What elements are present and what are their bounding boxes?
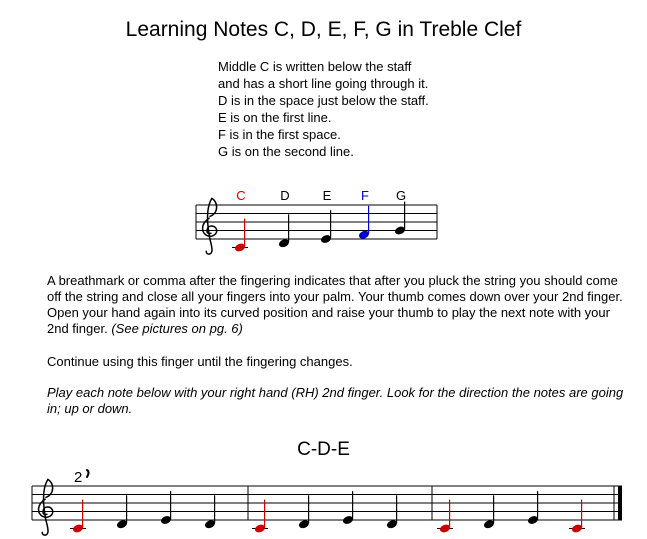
picture-reference: (See pictures on pg. 6) <box>111 321 243 336</box>
final-barline-thick <box>618 486 622 520</box>
note-label: G <box>395 188 407 203</box>
fingering-number: 2 <box>74 469 83 486</box>
note-label: C <box>236 188 246 203</box>
note-label: F <box>361 188 369 203</box>
exercise-title: C-D-E <box>297 439 350 460</box>
intro-line: D is in the space just below the staff. <box>218 93 429 108</box>
intro-line: Middle C is written below the staff <box>218 59 412 74</box>
note-label: D <box>280 188 290 203</box>
breathmark-text: A breathmark or comma after the fingering indicates that after you pluck the string you should come off the string and close all your fingers into your palm. Your thumb comes down over your 2nd finger. Open your hand again into its curved position and raise your thumb to play the next note with your 2nd finger. <box>47 273 623 336</box>
intro-line: E is on the first line. <box>218 110 332 125</box>
page-title: Learning Notes C, D, E, F, G in Treble Clef <box>125 18 522 41</box>
treble-clef-icon <box>39 479 53 535</box>
intro-line: F is in the first space. <box>218 127 341 142</box>
instruction-paragraph: Play each note below with your right hand (RH) 2nd finger. Look for the direction the notes are going in; up or down. <box>47 385 624 416</box>
breath-mark-icon <box>87 470 89 477</box>
finger-paragraph: Continue using this finger until the fingering changes. <box>47 354 353 369</box>
intro-line: and has a short line going through it. <box>218 76 429 91</box>
note-label: E <box>322 188 332 203</box>
treble-clef-shape <box>39 479 53 535</box>
intro-line: G is on the second line. <box>218 144 354 159</box>
